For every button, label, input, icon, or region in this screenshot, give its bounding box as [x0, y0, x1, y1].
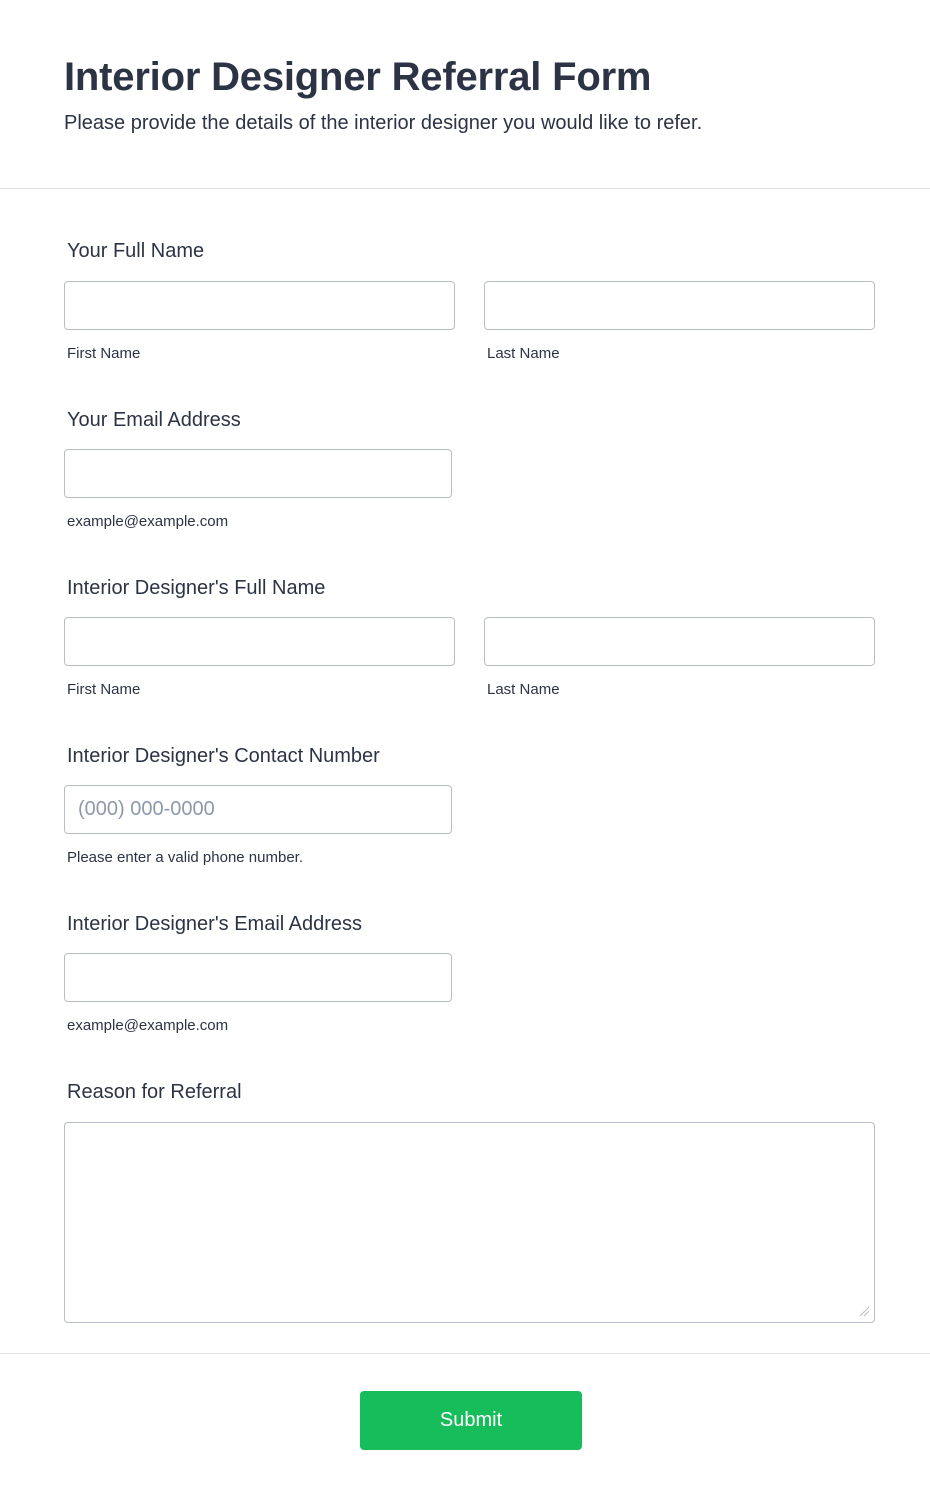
- designer-email-sublabel: example@example.com: [67, 1017, 229, 1034]
- designer-email-label: Interior Designer's Email Address: [67, 913, 363, 935]
- your-first-name-input[interactable]: [64, 281, 455, 330]
- your-last-name-sublabel: Last Name: [487, 345, 560, 362]
- designer-email-input[interactable]: [64, 953, 452, 1002]
- submit-button[interactable]: Submit: [360, 1391, 582, 1450]
- your-first-name-sublabel: First Name: [67, 345, 141, 362]
- resize-grip-icon[interactable]: [858, 1305, 870, 1317]
- designer-phone-sublabel: Please enter a valid phone number.: [67, 849, 303, 866]
- page-title: Interior Designer Referral Form: [64, 55, 652, 99]
- page-subtitle: Please provide the details of the interior designer you would like to refer.: [64, 112, 703, 134]
- your-last-name-input[interactable]: [484, 281, 875, 330]
- designer-full-name-label: Interior Designer's Full Name: [67, 577, 326, 599]
- your-email-label: Your Email Address: [67, 409, 241, 431]
- designer-first-name-input[interactable]: [64, 617, 455, 666]
- reason-label: Reason for Referral: [67, 1081, 242, 1103]
- designer-last-name-input[interactable]: [484, 617, 875, 666]
- designer-first-name-sublabel: First Name: [67, 681, 141, 698]
- your-full-name-label: Your Full Name: [67, 240, 205, 262]
- designer-phone-input[interactable]: [64, 785, 452, 834]
- your-email-input[interactable]: [64, 449, 452, 498]
- footer-divider: [0, 1353, 930, 1354]
- reason-textarea[interactable]: [64, 1122, 875, 1323]
- designer-phone-label: Interior Designer's Contact Number: [67, 745, 380, 767]
- form-header: [0, 0, 930, 189]
- your-email-sublabel: example@example.com: [67, 513, 229, 530]
- designer-last-name-sublabel: Last Name: [487, 681, 560, 698]
